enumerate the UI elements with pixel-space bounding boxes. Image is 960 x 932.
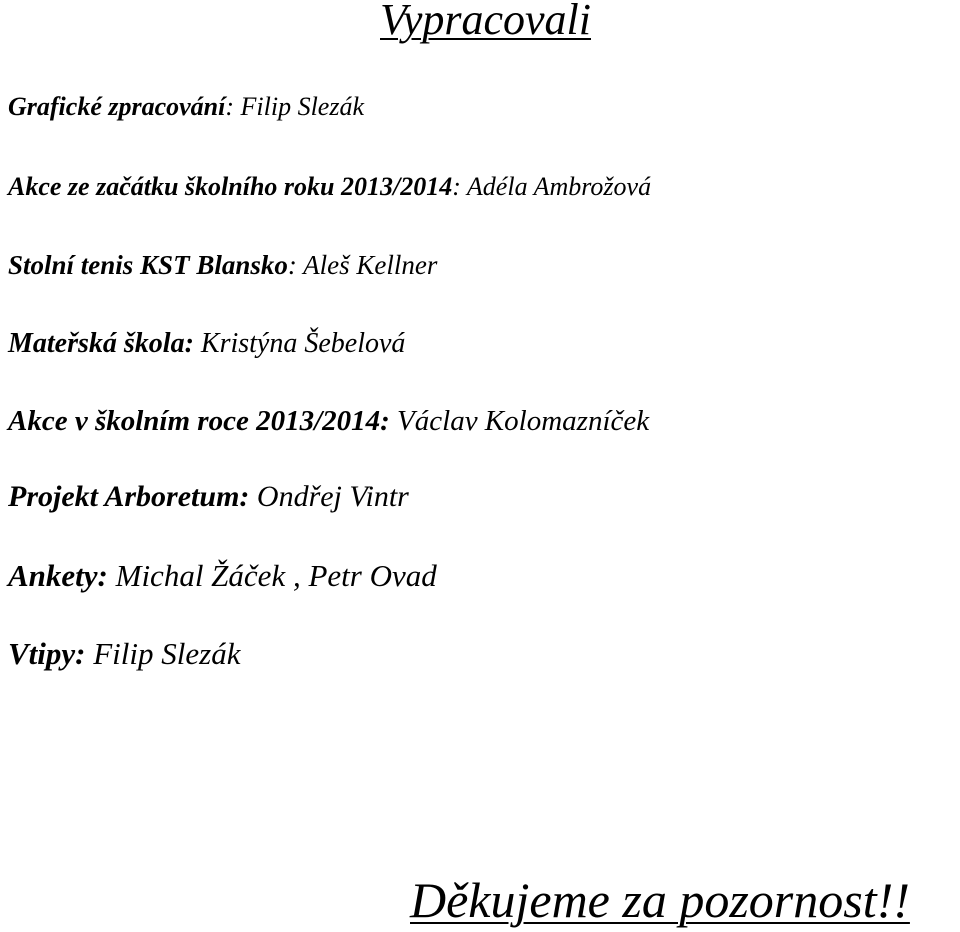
credit-jokes — [8, 635, 240, 673]
credit-kindergarten — [8, 326, 405, 362]
credit-label: Vtipy: — [8, 636, 86, 671]
credit-surveys — [8, 557, 437, 595]
credit-name: Adéla Ambrožová — [466, 172, 652, 201]
credit-label: Akce v školním roce 2013/2014: — [8, 405, 390, 437]
credit-label: Projekt Arboretum: — [8, 480, 250, 513]
credit-separator — [390, 405, 397, 437]
credit-school-start-events — [8, 170, 651, 204]
credit-separator: : — [287, 250, 304, 280]
credit-separator — [108, 558, 116, 593]
credit-name: Michal Žáček , Petr Ovad — [115, 558, 437, 593]
credit-separator: : — [225, 92, 241, 121]
credit-name: Filip Slezák — [93, 636, 241, 671]
credit-name: Václav Kolomazníček — [397, 405, 650, 437]
credit-separator — [249, 480, 257, 513]
credit-graphics — [8, 90, 364, 124]
credit-label: Ankety: — [8, 558, 108, 593]
credit-label: Stolní tenis KST Blansko — [8, 250, 288, 280]
credit-name: Kristýna Šebelová — [200, 328, 406, 359]
page-title: Vypracovali — [380, 0, 591, 44]
credit-label: Grafické zpracování — [8, 92, 226, 121]
credit-name: Ondřej Vintr — [256, 480, 409, 513]
credit-separator: : — [452, 172, 467, 201]
credit-name: Aleš Kellner — [303, 250, 438, 280]
credit-school-year-events — [8, 402, 649, 440]
credit-label: Akce ze začátku školního roku 2013/2014 — [8, 172, 453, 201]
closing-message: Děkujeme za pozornost!! — [410, 872, 910, 928]
credit-separator — [194, 328, 201, 359]
credit-arboretum-project — [8, 478, 409, 516]
credit-label: Mateřská škola: — [8, 328, 194, 359]
credit-name: Filip Slezák — [240, 92, 365, 121]
credit-table-tennis — [8, 248, 437, 282]
